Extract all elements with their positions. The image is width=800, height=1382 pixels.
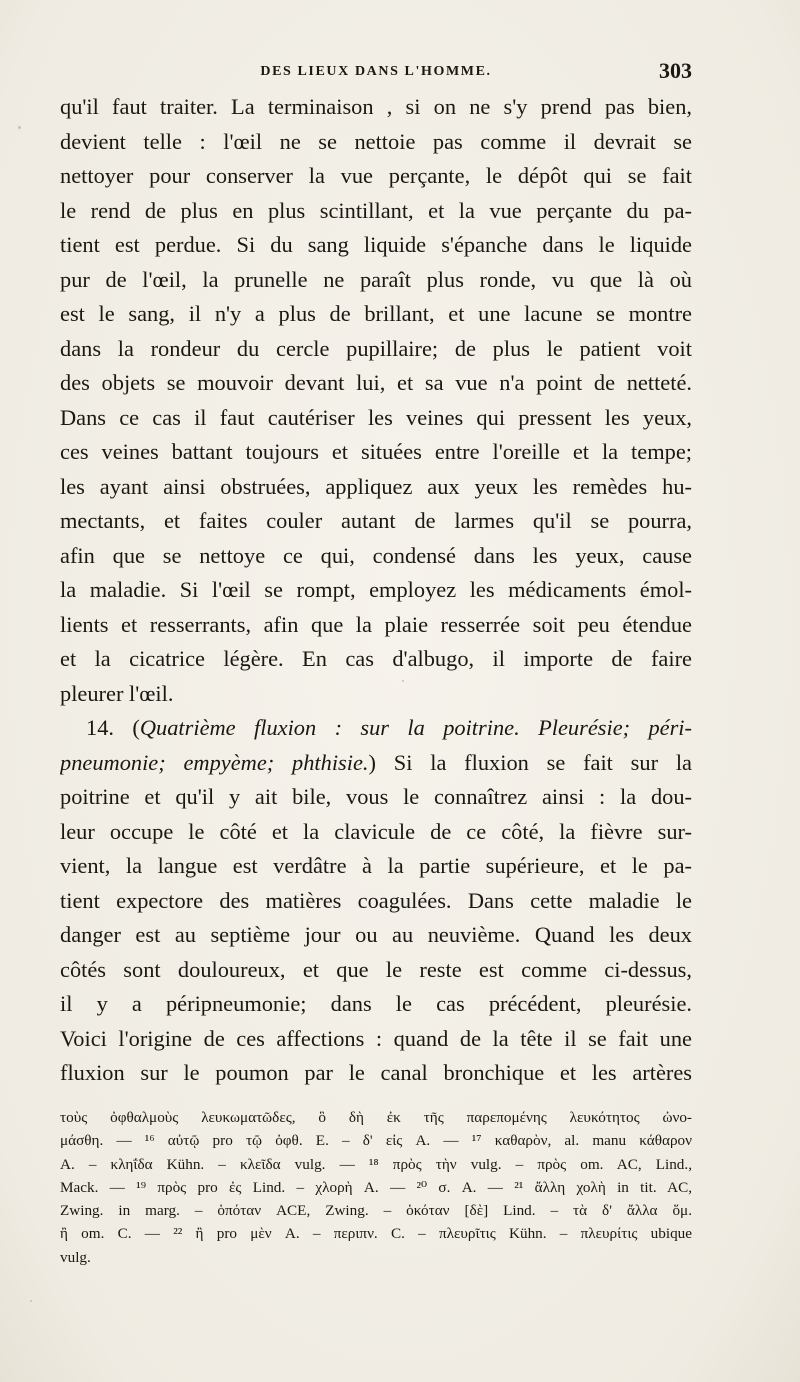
section-title-part1: Quatrième fluxion : sur la poitrine. Pleurésie; péri-	[139, 715, 692, 740]
text-line: poitrine et qu'il y ait bile, vous le connaîtrez ainsi : la dou-	[60, 784, 692, 809]
text-line: dans la rondeur du cercle pupillaire; de plus le patient voit	[60, 335, 692, 361]
text-line: des objets se mouvoir devant lui, et sa vue n'a point de netteté.	[60, 370, 692, 395]
text-line: leur occupe le côté et la clavicule de ce côté, la fièvre sur-	[60, 818, 692, 844]
text-line: pur de l'œil, la prunelle ne paraît plus ronde, vu que là où	[60, 266, 692, 292]
footnote-line: μάσθη. — ¹⁶ αὐτῷ pro τῷ ὀφθ. E. – δ' εἰς A. — ¹⁷ καθαρὸν, al. manu κάθαρον	[60, 1132, 692, 1150]
text-line: devient telle : l'œil ne se nettoie pas comme il devrait se	[60, 128, 692, 154]
running-title: DES LIEUX DANS L'HOMME.	[260, 64, 492, 79]
footnotes	[60, 1106, 692, 1269]
page-number: 303	[659, 58, 692, 83]
footnote-line: ἢ om. C. — ²² ἢ pro μὲν A. – περιπν. C. – πλευρῖτις Kühn. – πλευρίτις ubique	[60, 1225, 692, 1243]
paper-speck	[18, 126, 21, 129]
text-line: tient expectore des matières coagulées. Dans cette maladie le	[60, 887, 692, 913]
main-text	[60, 90, 692, 1091]
text-line: la maladie. Si l'œil se rompt, employez les médicaments émol-	[60, 577, 692, 602]
paper-speck	[30, 1300, 32, 1302]
text-line: lients et resserrants, afin que la plaie resserrée soit peu étendue	[60, 611, 692, 637]
footnote-line: Mack. — ¹⁹ πρὸς pro ἐς Lind. – χλορὴ A. — ²⁰ σ. A. — ²¹ ἄλλη χολὴ in tit. AC,	[60, 1178, 692, 1196]
text-line: tient est perdue. Si du sang liquide s'épanche dans le liquide	[60, 232, 692, 257]
footnote-line: τοὺς ὀφθαλμοὺς λευκωματῶδες, ὃ δὴ ἐκ τῆς παρεπομένης λευκότητος ὠνο-	[60, 1109, 692, 1126]
footnote-line: vulg.	[60, 1248, 91, 1266]
section-title-part2: pneumonie; empyème; phthisie.	[60, 749, 369, 775]
section-number: 14.	[86, 715, 114, 740]
text-line: côtés sont douloureux, et que le reste est comme ci-dessus,	[60, 956, 692, 982]
text-line: ces veines battant toujours et situées entre l'oreille et la tempe;	[60, 439, 692, 464]
section-heading-line	[60, 711, 692, 746]
text-line: afin que se nettoye ce qui, condensé dans les yeux, cause	[60, 542, 692, 568]
text-line: fluxion sur le poumon par le canal bronchique et les artères	[60, 1060, 692, 1085]
text-line: les ayant ainsi obstruées, appliquez aux yeux les remèdes hu-	[60, 473, 692, 499]
close-paren: )	[368, 749, 376, 775]
footnote-line: A. – κληΐδα Kühn. – κλεῖδα vulg. — ¹⁸ πρὸς τὴν vulg. – πρὸς om. AC, Lind.,	[60, 1155, 692, 1173]
text-line: Voici l'origine de ces affections : quand de la tête il se fait une	[60, 1025, 692, 1051]
text-line: pleurer l'œil.	[60, 680, 174, 706]
section-heading-line	[60, 746, 692, 781]
text-line: nettoyer pour conserver la vue perçante, le dépôt qui se fait	[60, 163, 692, 188]
text-line: est le sang, il n'y a plus de brillant, et une lacune se montre	[60, 301, 692, 326]
text-line: vient, la langue est verdâtre à la partie supérieure, et le pa-	[60, 853, 692, 878]
text-line: mectants, et faites couler autant de larmes qu'il se pourra,	[60, 508, 692, 533]
open-paren: (	[132, 715, 140, 740]
text-fragment: Si la fluxion se fait sur la	[375, 749, 692, 775]
text-line: danger est au septième jour ou au neuvième. Quand les deux	[60, 922, 692, 947]
text-line: il y a péripneumonie; dans le cas précédent, pleurésie.	[60, 991, 692, 1016]
page-header	[60, 58, 692, 88]
text-line: qu'il faut traiter. La terminaison , si on ne s'y prend pas bien,	[60, 94, 692, 119]
text-line: Dans ce cas il faut cautériser les veines qui pressent les yeux,	[60, 404, 692, 430]
text-line: et la cicatrice légère. En cas d'albugo, il importe de faire	[60, 646, 692, 671]
text-line: le rend de plus en plus scintillant, et la vue perçante du pa-	[60, 197, 692, 223]
footnote-line: Zwing. in marg. – ὁπόταν ACE, Zwing. – ὁκόταν [δὲ] Lind. – τὰ δ' ἄλλα ὅμ.	[60, 1202, 692, 1220]
